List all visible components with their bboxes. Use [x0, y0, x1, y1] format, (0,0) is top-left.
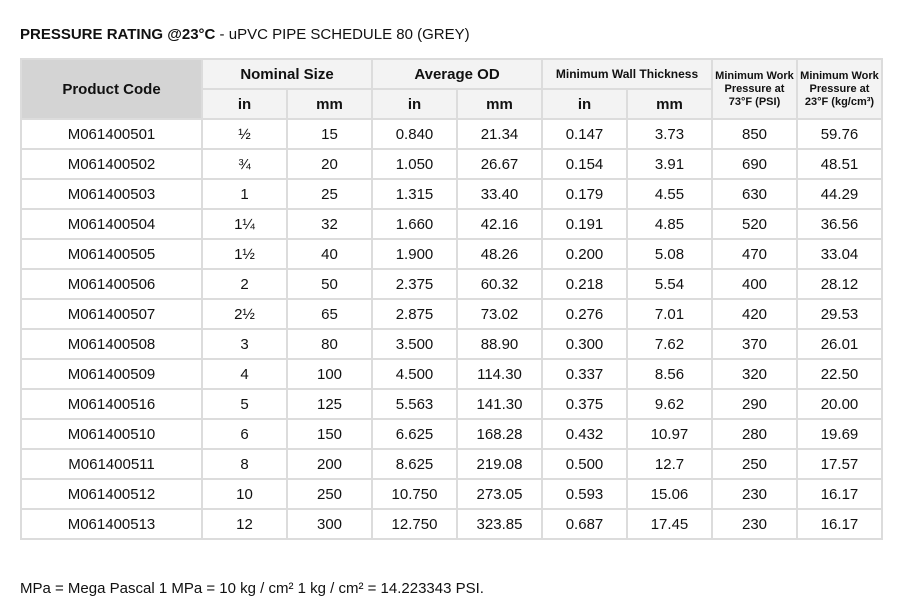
cell-product-code: M061400501 [21, 119, 202, 149]
cell-nominal-in: 4 [202, 359, 287, 389]
header-min-work-pressure-psi: Minimum Work Pressure at 73°F (PSI) [712, 59, 797, 119]
cell-pressure-psi: 850 [712, 119, 797, 149]
cell-wall-in: 0.375 [542, 389, 627, 419]
cell-product-code: M061400503 [21, 179, 202, 209]
cell-nominal-mm: 32 [287, 209, 372, 239]
cell-nominal-mm: 80 [287, 329, 372, 359]
cell-pressure-kg: 19.69 [797, 419, 882, 449]
cell-nominal-mm: 100 [287, 359, 372, 389]
header-od-mm: mm [457, 89, 542, 119]
cell-wall-in: 0.200 [542, 239, 627, 269]
cell-product-code: M061400509 [21, 359, 202, 389]
cell-od-mm: 48.26 [457, 239, 542, 269]
cell-nominal-mm: 40 [287, 239, 372, 269]
header-nominal-size: Nominal Size [202, 59, 372, 89]
cell-od-mm: 141.30 [457, 389, 542, 419]
cell-nominal-mm: 25 [287, 179, 372, 209]
cell-wall-in: 0.147 [542, 119, 627, 149]
cell-wall-in: 0.432 [542, 419, 627, 449]
cell-nominal-in: 6 [202, 419, 287, 449]
cell-wall-mm: 4.55 [627, 179, 712, 209]
cell-od-mm: 114.30 [457, 359, 542, 389]
table-row [21, 119, 882, 149]
cell-product-code: M061400502 [21, 149, 202, 179]
cell-pressure-psi: 230 [712, 479, 797, 509]
header-wall-mm: mm [627, 89, 712, 119]
table-row [21, 239, 882, 269]
cell-wall-mm: 3.91 [627, 149, 712, 179]
cell-nominal-mm: 250 [287, 479, 372, 509]
cell-od-in: 1.050 [372, 149, 457, 179]
footer-note: MPa = Mega Pascal 1 MPa = 10 kg / cm² 1 kg / cm² = 14.223343 PSI. [20, 580, 484, 597]
cell-nominal-mm: 50 [287, 269, 372, 299]
cell-nominal-in: 1½ [202, 239, 287, 269]
cell-nominal-mm: 200 [287, 449, 372, 479]
cell-pressure-kg: 16.17 [797, 509, 882, 539]
cell-nominal-in: 1 [202, 179, 287, 209]
cell-od-in: 1.900 [372, 239, 457, 269]
cell-nominal-in: ¾ [202, 149, 287, 179]
cell-nominal-in: ½ [202, 119, 287, 149]
title-bold: PRESSURE RATING @23°C [20, 26, 216, 43]
cell-od-in: 1.315 [372, 179, 457, 209]
cell-pressure-psi: 250 [712, 449, 797, 479]
cell-pressure-psi: 630 [712, 179, 797, 209]
cell-nominal-in: 10 [202, 479, 287, 509]
cell-pressure-kg: 36.56 [797, 209, 882, 239]
cell-od-in: 4.500 [372, 359, 457, 389]
cell-wall-mm: 15.06 [627, 479, 712, 509]
header-product-code: Product Code [21, 59, 202, 119]
title-rest: - uPVC PIPE SCHEDULE 80 (GREY) [215, 26, 470, 43]
cell-wall-in: 0.500 [542, 449, 627, 479]
cell-wall-mm: 12.7 [627, 449, 712, 479]
cell-product-code: M061400504 [21, 209, 202, 239]
table-row [21, 389, 882, 419]
cell-pressure-psi: 280 [712, 419, 797, 449]
cell-product-code: M061400516 [21, 389, 202, 419]
cell-wall-in: 0.300 [542, 329, 627, 359]
cell-wall-in: 0.276 [542, 299, 627, 329]
cell-nominal-mm: 15 [287, 119, 372, 149]
cell-od-in: 2.875 [372, 299, 457, 329]
cell-pressure-kg: 22.50 [797, 359, 882, 389]
cell-nominal-in: 3 [202, 329, 287, 359]
cell-od-mm: 323.85 [457, 509, 542, 539]
cell-od-in: 1.660 [372, 209, 457, 239]
cell-wall-in: 0.179 [542, 179, 627, 209]
cell-od-mm: 73.02 [457, 299, 542, 329]
cell-pressure-kg: 28.12 [797, 269, 882, 299]
cell-od-in: 8.625 [372, 449, 457, 479]
cell-nominal-in: 1¼ [202, 209, 287, 239]
header-od-in: in [372, 89, 457, 119]
cell-wall-mm: 10.97 [627, 419, 712, 449]
cell-pressure-psi: 320 [712, 359, 797, 389]
cell-nominal-in: 2 [202, 269, 287, 299]
cell-nominal-in: 2½ [202, 299, 287, 329]
table-row [21, 419, 882, 449]
table-row [21, 449, 882, 479]
cell-product-code: M061400510 [21, 419, 202, 449]
cell-pressure-kg: 17.57 [797, 449, 882, 479]
cell-pressure-kg: 29.53 [797, 299, 882, 329]
cell-product-code: M061400507 [21, 299, 202, 329]
cell-od-mm: 168.28 [457, 419, 542, 449]
cell-od-in: 3.500 [372, 329, 457, 359]
cell-wall-mm: 3.73 [627, 119, 712, 149]
cell-wall-in: 0.687 [542, 509, 627, 539]
cell-pressure-kg: 20.00 [797, 389, 882, 419]
cell-wall-mm: 4.85 [627, 209, 712, 239]
cell-pressure-kg: 44.29 [797, 179, 882, 209]
table-row [21, 479, 882, 509]
cell-od-mm: 60.32 [457, 269, 542, 299]
cell-od-mm: 33.40 [457, 179, 542, 209]
cell-wall-mm: 5.08 [627, 239, 712, 269]
cell-wall-mm: 5.54 [627, 269, 712, 299]
table-row [21, 359, 882, 389]
table-row [21, 269, 882, 299]
cell-od-in: 12.750 [372, 509, 457, 539]
cell-pressure-kg: 16.17 [797, 479, 882, 509]
cell-pressure-psi: 370 [712, 329, 797, 359]
cell-od-in: 10.750 [372, 479, 457, 509]
table-row [21, 179, 882, 209]
cell-od-mm: 273.05 [457, 479, 542, 509]
cell-wall-in: 0.593 [542, 479, 627, 509]
cell-nominal-mm: 20 [287, 149, 372, 179]
cell-nominal-mm: 150 [287, 419, 372, 449]
cell-pressure-psi: 400 [712, 269, 797, 299]
cell-product-code: M061400506 [21, 269, 202, 299]
table-row [21, 299, 882, 329]
table-row [21, 329, 882, 359]
cell-pressure-kg: 48.51 [797, 149, 882, 179]
cell-nominal-in: 8 [202, 449, 287, 479]
cell-product-code: M061400511 [21, 449, 202, 479]
cell-nominal-mm: 65 [287, 299, 372, 329]
cell-wall-mm: 7.01 [627, 299, 712, 329]
table-row [21, 209, 882, 239]
cell-pressure-psi: 230 [712, 509, 797, 539]
table-row [21, 509, 882, 539]
header-average-od: Average OD [372, 59, 542, 89]
cell-product-code: M061400512 [21, 479, 202, 509]
cell-pressure-psi: 520 [712, 209, 797, 239]
cell-wall-in: 0.337 [542, 359, 627, 389]
table-row [21, 149, 882, 179]
cell-product-code: M061400508 [21, 329, 202, 359]
cell-od-mm: 88.90 [457, 329, 542, 359]
cell-wall-mm: 17.45 [627, 509, 712, 539]
cell-od-mm: 26.67 [457, 149, 542, 179]
cell-nominal-mm: 300 [287, 509, 372, 539]
cell-od-mm: 219.08 [457, 449, 542, 479]
cell-od-in: 6.625 [372, 419, 457, 449]
cell-nominal-mm: 125 [287, 389, 372, 419]
cell-pressure-kg: 26.01 [797, 329, 882, 359]
page-title [20, 26, 470, 43]
cell-product-code: M061400505 [21, 239, 202, 269]
header-nominal-in: in [202, 89, 287, 119]
cell-pressure-psi: 290 [712, 389, 797, 419]
cell-pressure-kg: 33.04 [797, 239, 882, 269]
cell-od-mm: 42.16 [457, 209, 542, 239]
cell-pressure-kg: 59.76 [797, 119, 882, 149]
cell-wall-in: 0.191 [542, 209, 627, 239]
cell-nominal-in: 5 [202, 389, 287, 419]
cell-wall-mm: 7.62 [627, 329, 712, 359]
table-body [21, 119, 882, 539]
header-min-work-pressure-kg: Minimum Work Pressure at 23°F (kg/cm³) [797, 59, 882, 119]
cell-wall-mm: 9.62 [627, 389, 712, 419]
cell-wall-in: 0.154 [542, 149, 627, 179]
cell-pressure-psi: 470 [712, 239, 797, 269]
header-min-wall-thickness: Minimum Wall Thickness [542, 59, 712, 89]
cell-pressure-psi: 420 [712, 299, 797, 329]
cell-product-code: M061400513 [21, 509, 202, 539]
cell-od-mm: 21.34 [457, 119, 542, 149]
pressure-rating-table [20, 58, 883, 540]
cell-wall-mm: 8.56 [627, 359, 712, 389]
cell-od-in: 2.375 [372, 269, 457, 299]
header-wall-in: in [542, 89, 627, 119]
cell-wall-in: 0.218 [542, 269, 627, 299]
cell-pressure-psi: 690 [712, 149, 797, 179]
cell-nominal-in: 12 [202, 509, 287, 539]
header-nominal-mm: mm [287, 89, 372, 119]
cell-od-in: 5.563 [372, 389, 457, 419]
cell-od-in: 0.840 [372, 119, 457, 149]
